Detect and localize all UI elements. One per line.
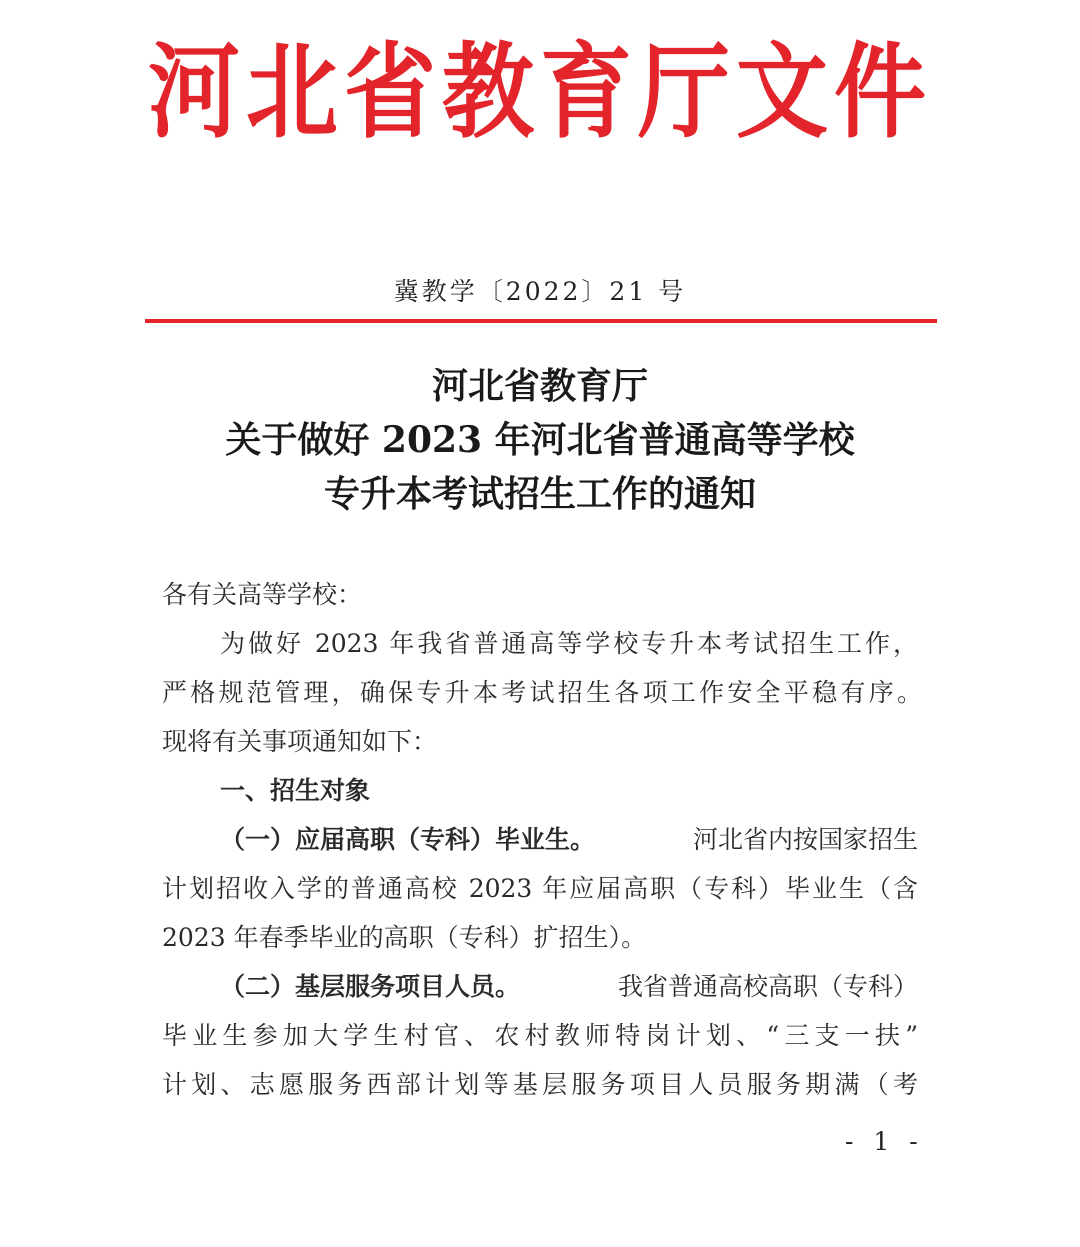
item-2-text-1: 我省普通高校高职（专科） xyxy=(617,972,918,1001)
notice-title-line-1: 河北省教育厅 xyxy=(431,365,648,407)
document-header-title: 河北省教育厅文件 xyxy=(147,32,932,153)
item-1-line-1 xyxy=(220,820,918,860)
salutation: 各有关高等学校： xyxy=(162,580,363,609)
section-heading-recruitment-targets: 一、招生对象 xyxy=(220,776,371,805)
red-divider-line xyxy=(145,319,937,323)
item-2-line-2: 毕业生参加大学生村官、农村教师特岗计划、“三支一扶” xyxy=(162,1021,918,1050)
notice-title-line-2: 关于做好 2023 年河北省普通高等学校 xyxy=(225,419,855,461)
item-1-line-3: 2023 年春季毕业的高职（专科）扩招生）。 xyxy=(162,923,647,952)
item-1-text-1: 河北省内按国家招生 xyxy=(692,825,918,854)
document-number: 冀教学〔2022〕21 号 xyxy=(393,277,687,306)
item-2-line-1 xyxy=(220,967,918,1007)
intro-paragraph-line-2: 严格规范管理，确保专升本考试招生各项工作安全平稳有序。 xyxy=(162,678,922,707)
item-1-line-2: 计划招收入学的普通高校 2023 年应届高职（专科）毕业生（含 xyxy=(162,874,918,903)
item-2-lead: （二）基层服务项目人员。 xyxy=(220,972,521,1001)
item-2-line-3: 计划、志愿服务西部计划等基层服务项目人员服务期满（考 xyxy=(162,1070,918,1099)
page-number: - 1 - xyxy=(845,1127,924,1156)
item-1-lead: （一）应届高职（专科）毕业生。 xyxy=(220,825,596,854)
notice-title-line-3: 专升本考试招生工作的通知 xyxy=(323,473,756,515)
intro-paragraph-line-3: 现将有关事项通知如下： xyxy=(162,727,438,756)
intro-paragraph-line-1: 为做好 2023 年我省普通高等学校专升本考试招生工作， xyxy=(220,629,918,658)
